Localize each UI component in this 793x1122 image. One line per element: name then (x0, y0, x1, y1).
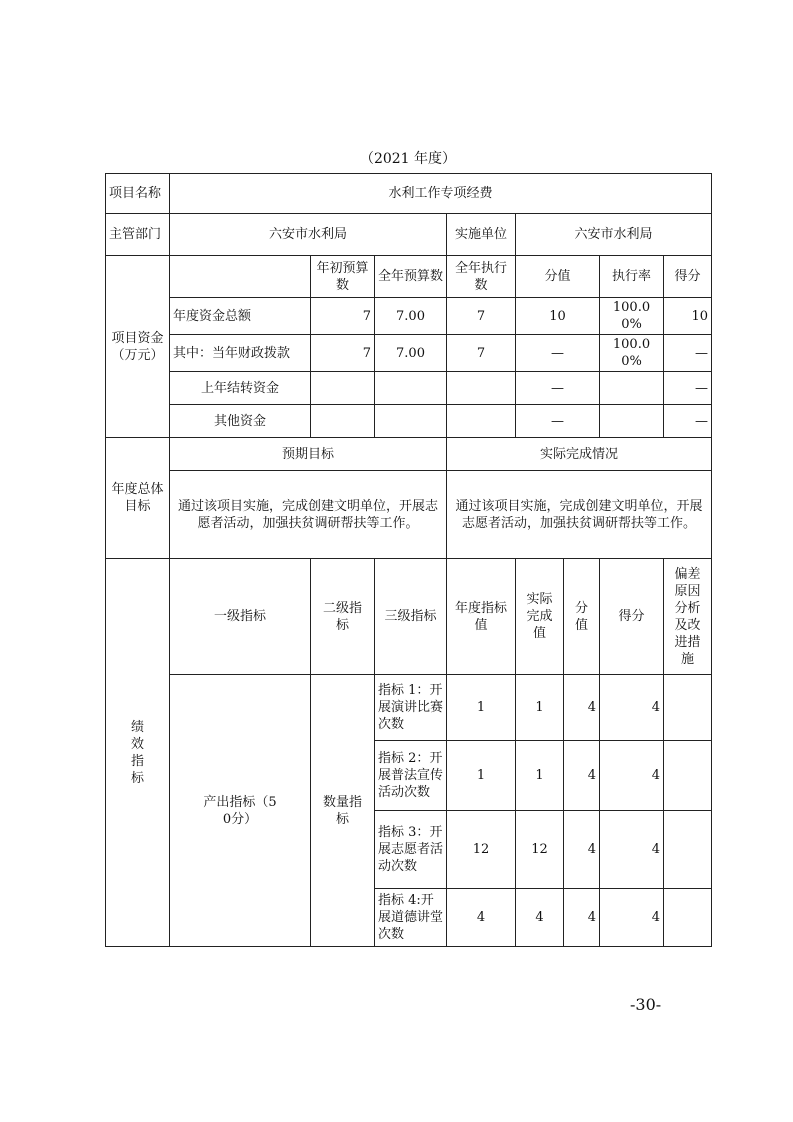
page-number: -30- (630, 995, 662, 1014)
funds-header-annual: 全年预算数 (375, 256, 447, 298)
indicator-score-value: 4 (564, 889, 600, 947)
funds-header-blank (170, 256, 311, 298)
funds-row-annual: 7.00 (375, 298, 447, 335)
funds-row-annual (375, 405, 447, 438)
score-value-header: 分值 (564, 559, 600, 675)
target-value-header: 年度指标值 (447, 559, 516, 675)
level2-header: 二级指标 (311, 559, 375, 675)
funds-row-score-value: — (516, 372, 600, 405)
performance-self-evaluation-table (105, 173, 712, 947)
dept-label: 主管部门 (106, 214, 170, 256)
funds-row-score: — (664, 335, 712, 372)
year-title: （2021 年度） (359, 151, 457, 167)
indicator-name: 指标 3：开展志愿者活动次数 (375, 811, 447, 889)
department-row (106, 214, 712, 256)
indicator-actual: 4 (516, 889, 564, 947)
funds-row-score: — (664, 405, 712, 438)
indicator-row (106, 675, 712, 741)
funds-row-score-value: 10 (516, 298, 600, 335)
indicator-name: 指标 1：开展演讲比赛次数 (375, 675, 447, 741)
actual-result-text: 通过该项目实施，完成创建文明单位，开展志愿者活动，加强扶贫调研帮扶等工作。 (447, 471, 712, 559)
funds-row-executed (447, 405, 516, 438)
indicator-deviation (664, 741, 712, 811)
indicator-score-value: 4 (564, 811, 600, 889)
funds-row-score: — (664, 372, 712, 405)
funds-row-initial: 7 (311, 335, 375, 372)
deviation-header: 偏差原因分析及改进措施 (664, 559, 712, 675)
indicator-actual: 12 (516, 811, 564, 889)
actual-result-header: 实际完成情况 (447, 438, 712, 471)
indicator-score: 4 (600, 741, 664, 811)
indicator-actual: 1 (516, 741, 564, 811)
indicator-score-value: 4 (564, 741, 600, 811)
project-name-row (106, 174, 712, 214)
expected-goal-header: 预期目标 (170, 438, 447, 471)
indicator-score: 4 (600, 675, 664, 741)
funds-row-score-value: — (516, 405, 600, 438)
funds-row-rate: 100.00% (600, 298, 664, 335)
funds-row-annual (375, 372, 447, 405)
indicator-name: 指标 2：开展普法宣传活动次数 (375, 741, 447, 811)
funds-row-annual: 7.00 (375, 335, 447, 372)
indicator-deviation (664, 675, 712, 741)
project-name-label: 项目名称 (106, 174, 170, 214)
funds-row-label: 年度资金总额 (170, 298, 311, 335)
indicator-target: 1 (447, 675, 516, 741)
level3-header: 三级指标 (375, 559, 447, 675)
funds-row (106, 372, 712, 405)
goals-header-row (106, 438, 712, 471)
goals-section-label: 年度总体目标 (106, 438, 170, 559)
funds-row-initial (311, 405, 375, 438)
indicator-name: 指标 4:开展道德讲堂次数 (375, 889, 447, 947)
funds-row-initial: 7 (311, 298, 375, 335)
indicator-deviation (664, 811, 712, 889)
indicator-target: 4 (447, 889, 516, 947)
funds-row-initial (311, 372, 375, 405)
indicator-score: 4 (600, 811, 664, 889)
funds-row-score-value: — (516, 335, 600, 372)
level2-value: 数量指标 (311, 675, 375, 947)
actual-value-header: 实际完成值 (516, 559, 564, 675)
goals-content-row (106, 471, 712, 559)
funds-header-score-value: 分值 (516, 256, 600, 298)
funds-header-score: 得分 (664, 256, 712, 298)
impl-unit-label: 实施单位 (447, 214, 516, 256)
funds-row-label: 其中：当年财政拨款 (170, 335, 311, 372)
funds-header-rate: 执行率 (600, 256, 664, 298)
funds-row-executed: 7 (447, 298, 516, 335)
funds-row-score: 10 (664, 298, 712, 335)
impl-unit-value: 六安市水利局 (516, 214, 712, 256)
dept-value: 六安市水利局 (170, 214, 447, 256)
level1-value: 产出指标（50分） (170, 675, 311, 947)
indicator-score: 4 (600, 889, 664, 947)
funds-row-rate (600, 372, 664, 405)
funds-header-executed: 全年执行数 (447, 256, 516, 298)
indicators-section-label: 绩效指标 (106, 559, 170, 947)
indicator-deviation (664, 889, 712, 947)
funds-header-row (106, 256, 712, 298)
funds-row-rate: 100.00% (600, 335, 664, 372)
indicator-target: 12 (447, 811, 516, 889)
indicators-header-row (106, 559, 712, 675)
score-header: 得分 (600, 559, 664, 675)
project-name-value: 水利工作专项经费 (170, 174, 712, 214)
expected-goal-text: 通过该项目实施，完成创建文明单位，开展志愿者活动，加强扶贫调研帮扶等工作。 (170, 471, 447, 559)
funds-section-label: 项目资金（万元） (106, 256, 170, 438)
funds-row-executed: 7 (447, 335, 516, 372)
indicator-actual: 1 (516, 675, 564, 741)
funds-row-executed (447, 372, 516, 405)
funds-row (106, 335, 712, 372)
level1-header: 一级指标 (170, 559, 311, 675)
indicator-score-value: 4 (564, 675, 600, 741)
indicator-target: 1 (447, 741, 516, 811)
funds-header-initial: 年初预算数 (311, 256, 375, 298)
funds-row (106, 405, 712, 438)
funds-row-label: 上年结转资金 (170, 372, 311, 405)
funds-row-rate (600, 405, 664, 438)
funds-row-label: 其他资金 (170, 405, 311, 438)
funds-row (106, 298, 712, 335)
